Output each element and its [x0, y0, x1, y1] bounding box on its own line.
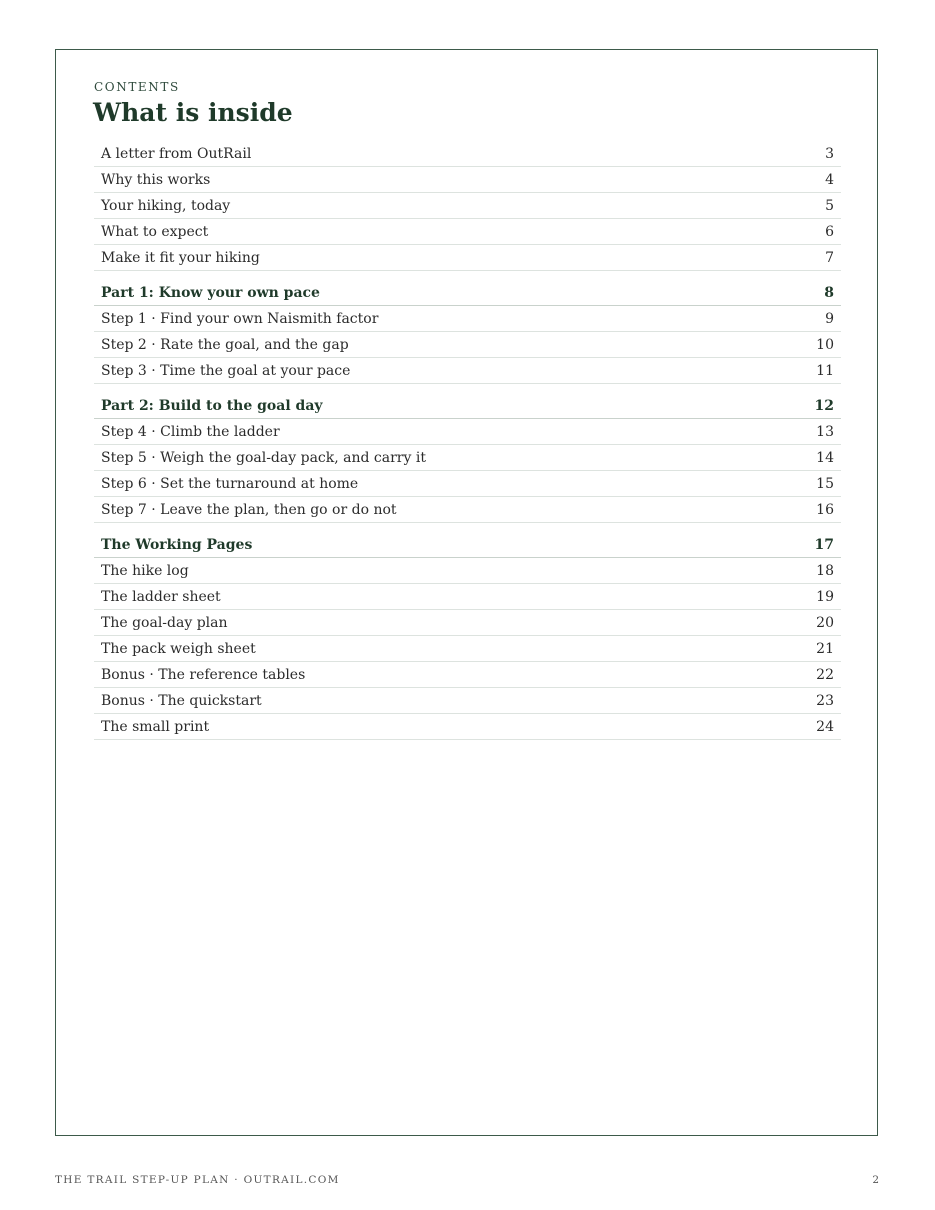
toc-entry-label: The ladder sheet	[101, 588, 221, 605]
toc-entry-label: The goal-day plan	[101, 614, 228, 631]
toc-entry[interactable]	[94, 306, 841, 332]
toc-part-heading[interactable]	[94, 393, 841, 419]
toc-entry-label: Bonus · The quickstart	[101, 692, 262, 709]
toc-entry-label: Step 4 · Climb the ladder	[101, 423, 280, 440]
toc-entry-label: Step 7 · Leave the plan, then go or do not	[101, 501, 397, 518]
toc-entry[interactable]	[94, 636, 841, 662]
toc-entry[interactable]	[94, 141, 841, 167]
toc-part-label: The Working Pages	[101, 536, 253, 553]
toc-entry-page: 22	[816, 666, 834, 683]
table-of-contents	[94, 141, 841, 740]
toc-entry-page: 19	[816, 588, 834, 605]
toc-entry-label: Step 6 · Set the turnaround at home	[101, 475, 359, 492]
toc-entry[interactable]	[94, 558, 841, 584]
toc-entry[interactable]	[94, 245, 841, 271]
toc-entry-page: 11	[816, 362, 834, 379]
toc-part-label: Part 1: Know your own pace	[101, 284, 320, 301]
toc-part-page: 12	[814, 397, 834, 414]
toc-entry[interactable]	[94, 471, 841, 497]
toc-entry-label: A letter from OutRail	[101, 145, 252, 162]
toc-entry-page: 6	[825, 223, 834, 240]
toc-entry[interactable]	[94, 497, 841, 523]
toc-entry-page: 14	[816, 449, 834, 466]
toc-entry[interactable]	[94, 193, 841, 219]
toc-entry-label: Bonus · The reference tables	[101, 666, 306, 683]
toc-entry-label: Step 5 · Weigh the goal-day pack, and carry it	[101, 449, 426, 466]
toc-part-label: Part 2: Build to the goal day	[101, 397, 323, 414]
toc-entry-page: 5	[825, 197, 834, 214]
toc-entry[interactable]	[94, 419, 841, 445]
toc-entry-page: 3	[825, 145, 834, 162]
toc-entry-label: Your hiking, today	[101, 197, 231, 214]
toc-entry-label: Step 1 · Find your own Naismith factor	[101, 310, 379, 327]
section-eyebrow: CONTENTS	[94, 80, 180, 94]
toc-entry-page: 23	[816, 692, 834, 709]
toc-entry-page: 15	[816, 475, 834, 492]
toc-entry-page: 18	[816, 562, 834, 579]
toc-entry[interactable]	[94, 167, 841, 193]
toc-entry[interactable]	[94, 714, 841, 740]
toc-entry-label: Make it fit your hiking	[101, 249, 260, 266]
page-frame	[55, 49, 878, 1136]
toc-entry[interactable]	[94, 662, 841, 688]
toc-entry-label: The pack weigh sheet	[101, 640, 256, 657]
toc-entry-page: 20	[816, 614, 834, 631]
toc-entry[interactable]	[94, 445, 841, 471]
toc-part-page: 8	[824, 284, 834, 301]
footer-page-number: 2	[872, 1174, 879, 1186]
toc-entry-label: Why this works	[101, 171, 211, 188]
toc-entry-page: 16	[816, 501, 834, 518]
footer-publication: THE TRAIL STEP-UP PLAN · OUTRAIL.COM	[55, 1174, 340, 1186]
toc-entry-page: 9	[825, 310, 834, 327]
toc-part-page: 17	[814, 536, 834, 553]
toc-entry-label: The small print	[101, 718, 210, 735]
toc-entry[interactable]	[94, 332, 841, 358]
toc-part-heading[interactable]	[94, 280, 841, 306]
toc-entry-label: What to expect	[101, 223, 209, 240]
toc-entry-page: 4	[825, 171, 834, 188]
toc-entry[interactable]	[94, 688, 841, 714]
toc-entry[interactable]	[94, 584, 841, 610]
toc-entry[interactable]	[94, 610, 841, 636]
toc-entry[interactable]	[94, 219, 841, 245]
toc-entry-label: The hike log	[101, 562, 189, 579]
toc-entry-page: 13	[816, 423, 834, 440]
page-title: What is inside	[93, 98, 293, 127]
toc-entry-page: 7	[825, 249, 834, 266]
toc-entry-label: Step 2 · Rate the goal, and the gap	[101, 336, 349, 353]
toc-entry-page: 10	[816, 336, 834, 353]
toc-part-heading[interactable]	[94, 532, 841, 558]
toc-entry[interactable]	[94, 358, 841, 384]
toc-entry-label: Step 3 · Time the goal at your pace	[101, 362, 351, 379]
toc-entry-page: 21	[816, 640, 834, 657]
toc-entry-page: 24	[816, 718, 834, 735]
